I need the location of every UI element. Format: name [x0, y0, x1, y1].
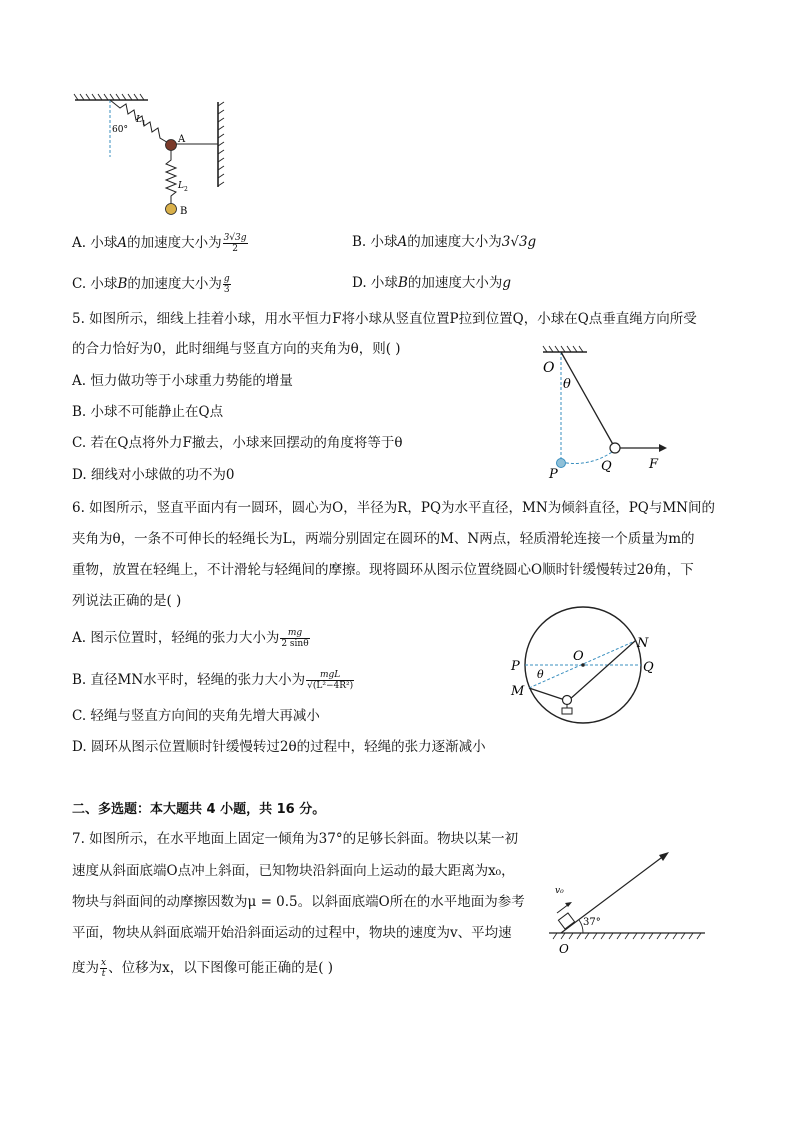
q6-fig-n: N	[637, 636, 649, 651]
q5-option-a: A. 恒力做功等于小球重力势能的增量	[72, 373, 293, 389]
q6-stem-line3: 重物，放置在轻绳上，不计滑轮与轻绳间的摩擦。现将圆环从图示位置绕圆心O顺时针缓慢转过2θ角，下	[72, 562, 694, 578]
q6-fig-theta: θ	[537, 668, 544, 681]
q4-figure	[70, 92, 230, 222]
q6-fig-p: P	[511, 659, 520, 674]
q7-fig-v0: v₀	[555, 886, 564, 896]
q6-option-c: C. 轻绳与竖直方向间的夹角先增大再减小	[72, 708, 320, 724]
q5-figure	[535, 340, 675, 480]
q5-fig-theta: θ	[563, 377, 571, 392]
q5-fig-p: P	[549, 467, 558, 480]
q5-stem-line2: 的合力恰好为0，此时细绳与竖直方向的夹角为θ，则( )	[72, 341, 401, 357]
q5-option-b: B. 小球不可能静止在Q点	[72, 404, 224, 420]
section-heading-multiple-choice: 二、多选题：本大题共 4 小题，共 16 分。	[72, 802, 326, 817]
q7-stem-line4: 平面，物块从斜面底端开始沿斜面运动的过程中，物块的速度为v、平均速	[72, 925, 512, 941]
q6-stem-line4: 列说法正确的是( )	[72, 593, 182, 609]
q4-option-a: A. 小球A的加速度大小为 $\frac{3√3g}{2}$	[72, 233, 247, 254]
q6-option-a: A. 图示位置时，轻绳的张力大小为 $\frac{mg}{2 \sin\theta}$	[72, 628, 309, 649]
q6-fig-m: M	[511, 684, 525, 699]
q4-l1-label: L	[136, 115, 142, 125]
q5-fig-q: Q	[601, 459, 612, 474]
q6-stem-line2: 夹角为θ，一条不可伸长的轻绳长为L，两端分别固定在圆环的M、N两点，轻质滑轮连接一个质量为m的	[72, 531, 695, 547]
q6-option-d: D. 圆环从图示位置顺时针缓慢转过2θ的过程中，轻绳的张力逐渐减小	[72, 739, 486, 755]
q7-stem-line3: 物块与斜面间的动摩擦因数为μ = 0.5。以斜面底端O所在的水平地面为参考	[72, 894, 525, 910]
q4-option-b: B. 小球A的加速度大小为3√3g	[352, 234, 537, 250]
q7-figure	[545, 845, 710, 960]
q5-option-d: D. 细线对小球做的功不为0	[72, 467, 235, 483]
q5-fig-f: F	[649, 457, 659, 472]
q4-l1-sub: 1	[142, 120, 146, 127]
q4-l2-sub: 2	[184, 186, 188, 193]
q5-fig-o: O	[543, 360, 555, 376]
q4-option-d: D. 小球B的加速度大小为g	[352, 275, 512, 291]
q7-stem-line2: 速度从斜面底端O点冲上斜面，已知物块沿斜面向上运动的最大距离为x₀，	[72, 863, 515, 879]
q7-fig-o: O	[559, 942, 569, 956]
q6-option-b: B. 直径MN水平时，轻绳的张力大小为 $\frac{\text{mgL}}{\text{√(L²−4R²)}}$	[72, 670, 354, 691]
q7-stem-line1: 7. 如图所示，在水平地面上固定一倾角为37°的足够长斜面。物块以某一初	[72, 831, 519, 847]
q6-figure	[505, 605, 675, 730]
q6-stem-line1: 6. 如图所示，竖直平面内有一圆环，圆心为O，半径为R，PQ为水平直径，MN为倾斜直径，PQ与MN间的	[72, 500, 715, 516]
q6-fig-q: Q	[643, 660, 654, 675]
q7-fig-angle: 37°	[583, 917, 601, 928]
q5-stem-line1: 5. 如图所示，细线上挂着小球，用水平恒力F将小球从竖直位置P拉到位置Q，小球在Q点垂直绳方向所受	[72, 311, 697, 327]
q5-option-c: C. 若在Q点将外力F撤去，小球来回摆动的角度将等于θ	[72, 435, 403, 451]
q4-option-c: C. 小球B的加速度大小为 $\frac{g}{3}$	[72, 274, 230, 295]
q6-fig-o: O	[573, 649, 584, 664]
q4-label-a: A	[178, 134, 186, 145]
q4-l2-label: L	[178, 181, 184, 191]
q4-label-b: B	[180, 206, 188, 217]
q7-stem-line5: 度为 $\frac{x}{t}$ 、位移为x，以下图像可能正确的是( )	[72, 958, 334, 979]
q4-angle-label: 60°	[112, 125, 128, 135]
